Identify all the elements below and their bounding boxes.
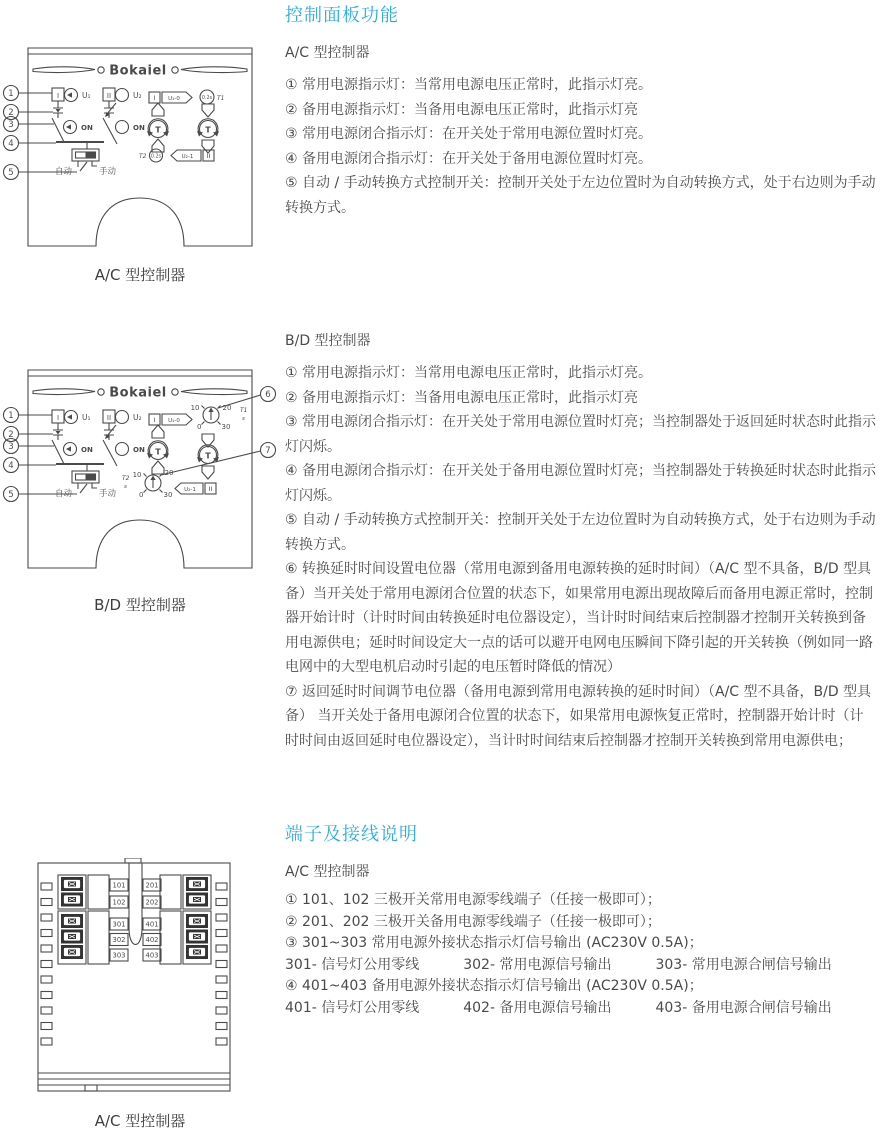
terminal-302-desc: 302- 常用电源信号输出: [463, 956, 612, 973]
manual-label: 手动: [99, 167, 117, 177]
terminal-301-desc: 301- 信号灯公用零线: [285, 956, 420, 973]
terminal-blocks: [58, 875, 211, 964]
terminal-item-4: ④ 401~403 备用电源外接状态指示灯信号输出 (AC230V 0.5A)；: [285, 978, 703, 994]
timer-icon: [147, 119, 169, 138]
pot2-tick-0: 0: [139, 491, 144, 499]
screw-terminal-icon: [186, 930, 208, 944]
bd-item-4: ④ 备用电源闭合指示灯：在开关处于备用电源位置时灯亮；当控制器处于转换延时状态时此指示灯闪烁。: [285, 463, 876, 504]
down-arrow-icon: [202, 104, 214, 117]
t2-delay-label: 0.2s: [150, 154, 162, 160]
screw-terminal-icon: [61, 893, 83, 907]
up-arrow-icon: [152, 139, 164, 152]
svg-text:T: T: [205, 125, 211, 135]
bd-mimic-schematic: [52, 410, 145, 499]
terminal-102: 102: [112, 898, 126, 907]
figure-caption: A/C 型控制器: [94, 1112, 186, 1129]
callout-4: 4: [8, 461, 14, 471]
backup-closed-led-icon: [116, 121, 129, 134]
up-arrow-icon: [152, 103, 164, 116]
flag-u1-0-label: U₁-0: [168, 96, 180, 102]
position-2-label: II: [106, 92, 112, 100]
screw-terminal-icon: [61, 930, 83, 944]
timer-icon: [197, 119, 219, 138]
on1-label: ON: [81, 446, 93, 454]
callout-7: 7: [265, 446, 271, 456]
auto-label: 自动: [55, 167, 73, 177]
screw-terminal-icon: [61, 877, 83, 891]
screw-terminal-icon: [61, 914, 83, 928]
auto-label: 自动: [55, 489, 73, 499]
position-1-label: I: [56, 414, 60, 422]
terminal-drawing: [0, 858, 280, 1098]
bd-item-3: ③ 常用电源闭合指示灯：在开关处于常用电源位置时灯亮；当控制器处于返回延时状态时此指示灯闪烁。: [285, 414, 876, 455]
callout-2: 2: [8, 430, 14, 440]
pot1-unit: s: [242, 416, 245, 422]
terminal-201: 201: [145, 881, 159, 890]
terminal-302: 302: [112, 936, 126, 945]
terminal-303: 303: [112, 951, 126, 960]
figure-caption: A/C 型控制器: [94, 266, 186, 284]
terminal-401-desc: 401- 信号灯公用零线: [285, 999, 420, 1016]
auto-manual-switch-icon: [72, 149, 99, 161]
screw-hole-icon: [98, 67, 104, 73]
pot2-unit: s: [124, 484, 127, 490]
terminal-item-3: ③ 301~303 常用电源外接状态指示灯信号输出 (AC230V 0.5A)；: [285, 935, 703, 951]
section-heading-panel-functions: 控制面板功能: [285, 5, 399, 26]
terminal-301: 301: [112, 920, 126, 929]
figure-ac-panel: [0, 40, 280, 285]
terminal-ac-subtitle: A/C 型控制器: [285, 864, 370, 880]
svg-text:T: T: [205, 451, 211, 461]
screw-terminal-icon: [61, 945, 83, 959]
pot1-label: T1: [240, 407, 248, 414]
bd-item-list: [285, 361, 877, 753]
bd-item-5: ⑤ 自动 / 手动转换方式控制开关：控制开关处于左边位置时为自动转换方式，处于右边则为手动转换方式。: [285, 512, 876, 553]
terminal-401: 401: [145, 920, 159, 929]
state-pos1-label: I: [153, 416, 156, 424]
flag-u2-1-label: U₂-1: [184, 487, 196, 493]
terminal-402-desc: 402- 备用电源信号输出: [463, 999, 612, 1016]
timer-icon: [147, 441, 169, 460]
ac-item-2: ② 备用电源指示灯：当备用电源电压正常时，此指示灯亮: [285, 101, 638, 118]
brand-logo: Bokaiel: [109, 63, 167, 79]
terminal-item-list: [285, 890, 877, 1019]
callout-5: 5: [8, 168, 14, 178]
bd-brand-area: [33, 386, 247, 401]
terminal-403: 403: [145, 951, 159, 960]
t1-delay-label: 0.2s: [201, 96, 213, 102]
state-pos2-label: II: [206, 152, 211, 160]
pot1-tick-0: 0: [197, 423, 202, 431]
position-2-label: II: [106, 414, 112, 422]
callout-1: 1: [8, 89, 14, 99]
terminal-101: 101: [112, 881, 126, 890]
ac-item-4: ④ 备用电源闭合指示灯：在开关处于备用电源位置时灯亮。: [285, 150, 652, 167]
brand-logo: Bokaiel: [109, 385, 167, 401]
ac-panel-drawing: [0, 40, 280, 262]
screw-hole-icon: [98, 389, 104, 395]
section-heading-terminals: 端子及接线说明: [285, 824, 418, 845]
pot2-label: T2: [122, 475, 130, 482]
center-slot: [129, 863, 142, 945]
bd-item-7: ⑦ 返回延时时间调节电位器（备用电源到常用电源转换的延时时间）（A/C 型不具备，B/D 型具备） 当开关处于备用电源闭合位置的状态下，如果常用电源恢复正常时，控制器开始计时（计时时间由返回延时电位器设定），当计时时间结束后控制器才控制开关转换到常用电源供电；: [285, 683, 872, 749]
bd-callouts: [4, 387, 276, 502]
u2-label: U₂: [133, 413, 142, 422]
state-pos1-label: I: [153, 94, 156, 102]
terminal-402: 402: [145, 936, 159, 945]
terminal-303-desc: 303- 常用电源合闸信号输出: [655, 956, 832, 973]
backup-power-led-icon: [116, 89, 129, 102]
terminal-202: 202: [145, 898, 159, 907]
backup-closed-led-icon: [116, 443, 129, 456]
screw-terminal-icon: [186, 893, 208, 907]
on2-label: ON: [133, 446, 145, 454]
bd-item-6: ⑥ 转换延时时间设置电位器（常用电源到备用电源转换的延时时间）（A/C 型不具备，B/D 型具备）当开关处于常用电源闭合位置的状态下，如果常用电源出现故障后而备用电源正常时，控制器开始计时（计时时间由转换延时电位器设定），当计时时间结束后控制器才控制开关转换到备用电源供电；延时时间设定大一点的话可以避开电网电压瞬间下降引起的开关转换（例如同一路电网中的大型电机启动时引起的电压暂时降低的情况）: [285, 561, 873, 675]
ac-item-1: ① 常用电源指示灯：当常用电源电压正常时，此指示灯亮。: [285, 77, 652, 93]
on2-label: ON: [133, 124, 145, 132]
svg-text:T: T: [155, 447, 161, 457]
callout-3: 3: [8, 442, 14, 452]
screw-terminal-icon: [186, 877, 208, 891]
pot1-tick-30: 30: [221, 423, 231, 431]
u2-label: U₂: [133, 91, 142, 100]
ac-state-diagram: [139, 90, 224, 162]
manual-label: 手动: [99, 489, 117, 499]
callout-2: 2: [8, 108, 14, 118]
figure-bd-panel: [0, 362, 280, 615]
svg-text:T: T: [155, 125, 161, 135]
callout-6: 6: [265, 390, 271, 400]
ac-item-list: [285, 73, 877, 220]
bd-panel-drawing: [0, 362, 280, 584]
on1-label: ON: [81, 124, 93, 132]
up-arrow-icon: [152, 425, 164, 438]
ac-brand-area: [33, 64, 247, 79]
t2-label: T2: [139, 153, 147, 160]
t1-label: T1: [217, 95, 225, 102]
ac-item-5: ⑤ 自动 / 手动转换方式控制开关：控制开关处于左边位置时为自动转换方式，处于右边则为手动转换方式。: [285, 175, 876, 216]
terminal-item-1: ① 101、102 三极开关常用电源零线端子（任接一极即可）；: [285, 892, 661, 908]
callout-1: 1: [8, 411, 14, 421]
screw-hole-icon: [172, 389, 178, 395]
pot2-tick-20: 20: [164, 469, 174, 477]
pot1-tick-20: 20: [222, 404, 232, 412]
screw-hole-icon: [172, 67, 178, 73]
ac-item-3: ③ 常用电源闭合指示灯：在开关处于常用电源位置时灯亮。: [285, 126, 652, 142]
figure-caption: B/D 型控制器: [94, 596, 186, 614]
terminal-row-400: [285, 998, 877, 1020]
screw-terminal-icon: [186, 945, 208, 959]
pot2-tick-30: 30: [163, 491, 173, 499]
flag-u2-1-label: U₂-1: [181, 154, 194, 160]
screw-terminal-icon: [186, 914, 208, 928]
content-column: [285, 0, 877, 1019]
terminal-403-desc: 403- 备用电源合闸信号输出: [655, 999, 832, 1016]
auto-manual-switch-icon: [72, 471, 99, 483]
bd-controller-subtitle: B/D 型控制器: [285, 333, 371, 349]
pot2-tick-10: 10: [132, 471, 142, 479]
terminal-row-300: [285, 955, 877, 977]
terminal-item-2: ② 201、202 三极开关备用电源零线端子（任接一极即可）；: [285, 913, 661, 930]
position-1-label: I: [56, 92, 60, 100]
terminal-numbers: [110, 879, 161, 961]
flag-u1-0-label: U₁-0: [168, 418, 180, 424]
u1-label: U₁: [82, 413, 91, 422]
figure-ac-terminals: [0, 858, 280, 1129]
pot1-tick-10: 10: [190, 404, 200, 412]
u1-label: U₁: [82, 91, 91, 100]
callout-5: 5: [8, 490, 14, 500]
backup-power-led-icon: [116, 411, 129, 424]
state-pos2-label: II: [208, 485, 213, 493]
ac-controller-subtitle: A/C 型控制器: [285, 45, 370, 61]
callout-3: 3: [8, 120, 14, 130]
bd-item-2: ② 备用电源指示灯：当备用电源电压正常时，此指示灯亮: [285, 389, 638, 406]
bd-item-1: ① 常用电源指示灯：当常用电源电压正常时，此指示灯亮。: [285, 365, 652, 381]
down-arrow-icon: [202, 466, 214, 479]
up-arrow-icon: [152, 461, 164, 474]
callout-4: 4: [8, 139, 14, 149]
ac-mimic-schematic: [52, 88, 145, 177]
